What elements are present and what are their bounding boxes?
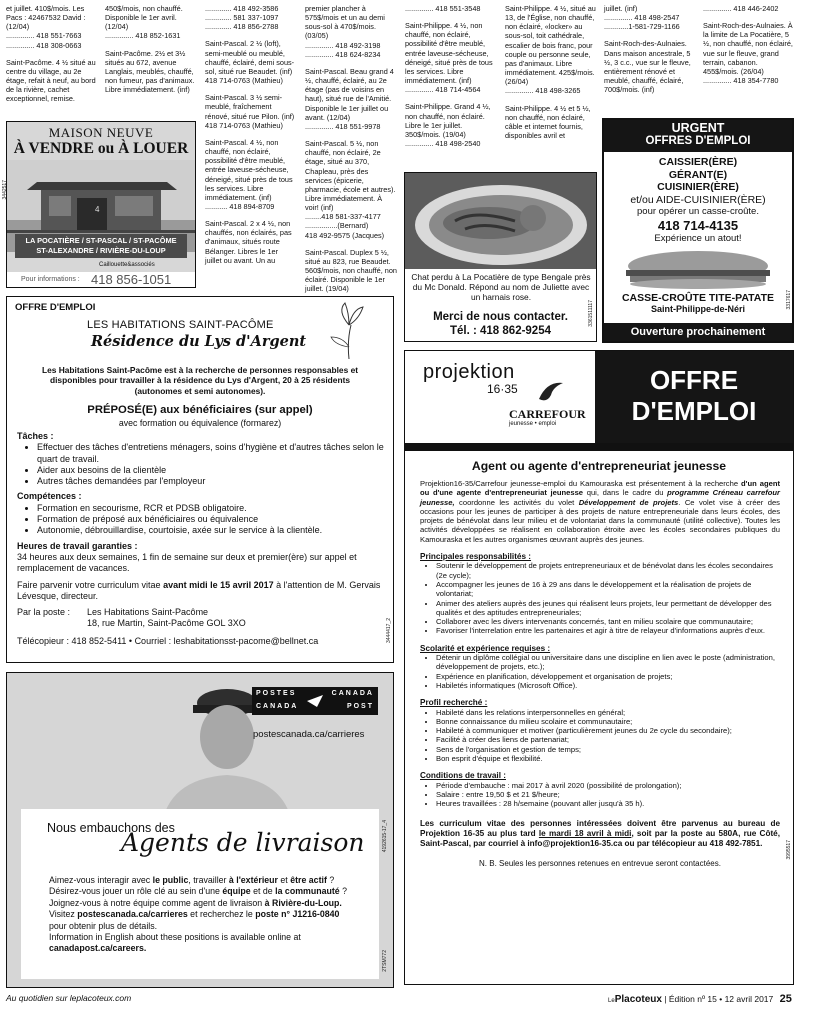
postes-line-4: Visitez postescanada.ca/carrieres et recherchez le poste n° J1216-0840 bbox=[49, 909, 340, 920]
classified-entry: Saint-Philippe. 4 ½, non chauffé, non éclairé, possibilité d'être meublé, entrée laveuse-sécheuse, déneigé, situé près de tous les services. Libre immédiatement. (inf) .............. 418 714-4564 bbox=[405, 21, 493, 95]
postes-code-2: 2TSM772 bbox=[382, 950, 388, 972]
resp-1: • Soutenir le développement de projets entrepreneuriaux et de bénévolat dans les écoles secondaires (2e cycle); bbox=[436, 561, 780, 580]
profile-title: Profil recherché : bbox=[420, 698, 488, 708]
urgent-experience: Expérience un atout! bbox=[654, 233, 742, 244]
profile-1: • Habileté dans les relations interpersonnelles en général; bbox=[436, 708, 780, 717]
lys-intro: Les Habitations Saint-Pacôme est à la recherche de personnes responsables et disponibles pour travailler à la résidence du Lys d'Argent, 20 à 25 résidents (autonomes et semi autonomes). bbox=[41, 365, 359, 396]
maison-info bbox=[7, 272, 195, 288]
footer-left: Au quotidien sur leplacoteux.com bbox=[6, 993, 132, 1003]
maison-line1: MAISON NEUVE bbox=[48, 125, 154, 140]
burger-photo bbox=[604, 250, 792, 290]
classified-entry: Saint-Pascal. 2 x 4 ½, non chauffés, non éclairés, pas d'animaux, situés route Bélanger. Libres le 1er juillet ou avant. Un au bbox=[205, 219, 292, 265]
profile-4: • Facilité à créer des liens de partenariat; bbox=[436, 735, 780, 744]
classified-col-2 bbox=[105, 4, 197, 102]
classified-entry: .............. 418 446-2402 bbox=[703, 4, 779, 13]
lys-org: LES HABITATIONS SAINT-PACÔME bbox=[87, 319, 274, 331]
postes-line-2: Désirez-vous jouer un rôle clé au sein d'une équipe et de la communauté ? bbox=[49, 886, 348, 897]
lys-residence: Résidence du Lys d'Argent bbox=[91, 333, 307, 350]
footer-page: 25 bbox=[779, 993, 792, 1005]
maison-neuve-ad bbox=[6, 121, 196, 288]
projektion-ad bbox=[404, 350, 794, 985]
footer-right bbox=[608, 993, 792, 1005]
classified-entry: ............. 418 492-3586 ............. 581 337-1097 ............. 418 856-2788 bbox=[205, 4, 279, 32]
maison-line2: À VENDRE ou À LOUER bbox=[13, 140, 189, 157]
urgent-job-3: CUISINIER(ÈRE) bbox=[657, 181, 739, 193]
lys-apply bbox=[17, 580, 387, 603]
lys-hours: 34 heures aux deux semaines, 1 fin de semaine sur deux et premier(ère) sur appel et remplacement de vacances. bbox=[17, 551, 357, 574]
resp-list bbox=[420, 561, 780, 635]
postes-logo bbox=[252, 687, 378, 715]
postes-line-3: Joignez-vous à notre équipe comme agent de livraison à Rivière-du-Loup. bbox=[49, 897, 342, 908]
postes-line-1: Aimez-vous interagir avec le public, travailler à l'extérieur et être actif ? bbox=[49, 875, 335, 885]
projektion-job-title: Agent ou agente d'entrepreneuriat jeunesse bbox=[471, 459, 727, 473]
lys-mail-line2: 18, rue Martin, Saint-Pacôme GOL 3XO bbox=[87, 618, 246, 629]
projektion-closing: Les curriculum vitae des personnes intéressées doivent être parvenus au bureau de Projektion 16-35 au plus tard le mardi 18 avril à midi, soit par la poste au 580A, rue Côté, Saint-Pascal, par courriel à info@projektion16-35.ca ou par télécopieur au 418 492-7851. bbox=[420, 818, 780, 848]
classified-entry: Saint-Pascal. 3 ½ semi-meublé, fraîchement rénové, situé rue Pilon. (inf) 418 714-0763 (Mathieu) bbox=[205, 93, 295, 130]
urgent-place: Saint-Philippe-de-Néri bbox=[650, 304, 745, 314]
projektion-note: N. B. Seules les personnes retenues en entrevue seront contactées. bbox=[479, 858, 721, 868]
flower-icon bbox=[329, 301, 369, 359]
maison-town2: ST-ALEXANDRE / RIVIÈRE-DU-LOUP bbox=[36, 246, 166, 255]
postes-url: postescanada.ca/carrieres bbox=[253, 729, 365, 740]
lys-skill-2: • Formation de préposé aux bénéficiaires ou équivalence bbox=[37, 514, 387, 525]
cond-1: • Période d'embauche : mai 2017 à avril 2020 (possibilité de prolongation); bbox=[436, 781, 780, 790]
postes-logo-fr1: POSTES bbox=[256, 690, 297, 697]
postes-line-6: Information in English about these positions is available online at bbox=[49, 932, 301, 943]
postes-canada-logo bbox=[307, 695, 323, 707]
lys-skills-title: Compétences : bbox=[17, 491, 82, 502]
urgent-code: 3317617 bbox=[786, 290, 792, 310]
classified-entry: Saint-Pascal. Duplex 5 ½, situé au 823, rue Beaudet. 560$/mois, non chauffé, non éclairé. Disponible le 1er juillet. (19/04) bbox=[305, 247, 397, 294]
urgent-job-2: GÉRANT(E) bbox=[668, 168, 728, 181]
lys-argent-ad bbox=[6, 296, 394, 663]
urgent-title2: OFFRES D'EMPLOI bbox=[645, 135, 751, 147]
lys-position: PRÉPOSÉ(E) aux bénéficiaires (sur appel) bbox=[87, 404, 313, 416]
postes-text bbox=[49, 875, 369, 955]
maison-info-label: Pour informations : bbox=[21, 276, 80, 283]
classified-col-4 bbox=[305, 4, 397, 302]
maison-brand: Caillouette&associés bbox=[99, 262, 155, 268]
classified-entry: Saint-Roch-des-Aulnaies. Dans maison ancestrale, 5 ½, 3 c.c., vue sur le fleuve, entièrement rénové et meublé, chauffé, éclairé, 700$/mois. (inf) bbox=[604, 39, 691, 95]
resp-2: • Accompagner les jeunes de 16 à 29 ans dans le développement et la réalisation de projets de volontariat; bbox=[436, 580, 780, 599]
urgent-job-1: CAISSIER(ÈRE) bbox=[658, 156, 738, 168]
postes-line-7: canadapost.ca/careers. bbox=[49, 943, 147, 954]
classified-col-7 bbox=[604, 4, 696, 102]
lys-contact: Télécopieur : 418 852-5411 • Courriel : leshabitationsst-pacome@bellnet.ca bbox=[17, 635, 319, 646]
projektion-bird-icon bbox=[537, 379, 565, 405]
urgent-opening: Ouverture prochainement bbox=[604, 323, 792, 341]
classified-entry: juillet. (inf) .............. 418 498-2547 ............1-581-729-1166 bbox=[604, 4, 680, 32]
classified-entry: Saint-Pascal. 4 ½, non chauffé, non éclairé, possibilité d'être meublé, entrée laveuse-sécheuse, déneigé, situé près de tous les services. Libre immédiatement. (inf) ........... 418 894-8709 bbox=[205, 137, 293, 211]
classified-entry: premier plancher à 575$/mois et un au demi sous-sol à 470$/mois. (03/05) .............. 418 492-3198 .............. 418 624-8234 bbox=[305, 4, 385, 59]
classified-entry: Saint-Pacôme. 2½ et 3½ situés au 672, avenue Langlais, meublés, chauffé, non fumeur, pas d'animaux. Libre immédiatement. (inf) bbox=[105, 48, 195, 95]
lys-mail-line1: Les Habitations Saint-Pacôme bbox=[87, 607, 209, 618]
urgent-title1: URGENT bbox=[671, 121, 725, 135]
school-title: Scolarité et expérience requises : bbox=[420, 643, 551, 653]
classified-entry: .............. 418 551-3548 bbox=[405, 4, 481, 13]
urgent-or-line bbox=[604, 194, 792, 207]
projektion-logo: projektion bbox=[423, 361, 515, 383]
lys-mail-address bbox=[87, 607, 246, 630]
cat-thanks: Merci de nous contacter. bbox=[433, 311, 568, 323]
lys-mail bbox=[17, 607, 387, 630]
urgent-purpose: pour opérer un casse-croûte. bbox=[637, 206, 759, 217]
classified-entry: Saint-Pacôme. 4 ½ situé au centre du village, au 2e étage, refait à neuf, au bord de la rivière, cachet exceptionnel, remise. bbox=[6, 57, 96, 104]
classified-entry: Saint-Pascal. 5 ½, non chauffé, non éclairé, 2e étage, situé au 370, Chapleau, près des services (épicerie, pharmacie, école et autres). Libre immédiatement. À voir! (inf) ........418 581-337-4177 ................(Bernard) 418 492-9575 (Jacques) bbox=[305, 139, 396, 240]
urgent-or-text: et/ou AIDE-CUISINIER(ÈRE) bbox=[630, 193, 766, 206]
projektion-body bbox=[420, 479, 780, 868]
projektion-code: 3995517 bbox=[786, 840, 792, 860]
postes-logo-en2: POST bbox=[346, 703, 374, 710]
door-number: 4 bbox=[95, 205, 100, 214]
lys-task-1: • Effectuer des tâches d'entretiens ménagers, soins d'hygiène et d'autres tâches selon le quart de travail. bbox=[37, 442, 387, 465]
lys-code: 3444417_2 bbox=[386, 618, 392, 644]
classified-col-5 bbox=[405, 4, 496, 156]
school-list bbox=[420, 653, 780, 690]
postes-canada-ad bbox=[6, 672, 394, 988]
classified-entry: Saint-Philippe. Grand 4 ½, non chauffé, non éclairé. Libre le 1er juillet. 350$/mois. (19/04) .............. 418 498-2540 bbox=[405, 102, 491, 149]
lys-tasks-title: Tâches : bbox=[17, 431, 54, 441]
lys-skills-list bbox=[17, 503, 387, 537]
cat-phone: Tél. : 418 862-9254 bbox=[449, 325, 551, 337]
maison-town-banner bbox=[15, 234, 187, 258]
maison-town1: LA POCATIÈRE / ST-PASCAL / ST-PACÔME bbox=[25, 236, 177, 245]
classified-entry: 450$/mois, non chauffé. Disponible le 1er avril. (12/04) .............. 418 852-1631 bbox=[105, 4, 183, 41]
cat-code: 3361511117 bbox=[588, 300, 594, 327]
carrefour-logo: CARREFOUR bbox=[509, 407, 586, 421]
cat-photo bbox=[405, 173, 596, 269]
footer-edition: | Édition nº 15 • 12 avril 2017 bbox=[664, 994, 774, 1004]
classified-col-6 bbox=[505, 4, 597, 148]
cat-caption: Chat perdu à La Pocatière de type Bengale près du Mc Donald. Répond au nom de Juliette avec un harnais rose. bbox=[411, 272, 591, 302]
urgent-header bbox=[604, 120, 792, 152]
profile-6: • Bon esprit d'équipe et flexibilité. bbox=[436, 754, 780, 763]
carrefour-sub: jeunesse • emploi bbox=[509, 421, 557, 427]
cond-title: Conditions de travail : bbox=[420, 771, 506, 781]
profile-5: • Sens de l'organisation et gestion de temps; bbox=[436, 745, 780, 754]
footer-brand-prefix: Le bbox=[608, 998, 615, 1004]
resp-3: • Animer des ateliers auprès des jeunes qui réalisent leurs projets, leur permettant de développer des qualités et des aptitudes entrepreneuriales; bbox=[436, 599, 780, 618]
footer-brand: Placoteux bbox=[614, 994, 662, 1005]
profile-2: • Bonne connaissance du milieu scolaire et communautaire; bbox=[436, 717, 780, 726]
classified-entry: Saint-Philippe. 4 ½ et 5 ½, non chauffé, non éclairé, câble et internet fournis, disponibles avril et bbox=[505, 103, 591, 141]
postes-hiring: Nous embauchons des bbox=[47, 821, 175, 835]
classified-col-1 bbox=[6, 4, 96, 112]
postes-panel bbox=[21, 809, 379, 979]
lys-skill-3: • Autonomie, débrouillardise, courtoisie, axée sur le service à la clientèle. bbox=[37, 525, 387, 536]
cond-list bbox=[420, 781, 780, 809]
classified-entry: Saint-Philippe. 4 ½, situé au 13, de l'Église, non chauffé, non éclairé, «locker» au sous-sol, toit cathédrale, escalier de bois franc, pour couple ou personne seule, pas d'animaux. Libre immédiatement. 425$/mois. (26/04) .............. 418 498-3265 bbox=[505, 4, 596, 96]
lys-header: OFFRE D'EMPLOI bbox=[15, 302, 96, 313]
lys-apply-post: à l'attention de M. Gervais Lévesque, directeur. bbox=[17, 579, 381, 601]
postes-logo-fr2: CANADA bbox=[331, 690, 374, 697]
postes-code-1: 4192615-17_4 bbox=[382, 820, 388, 853]
offre-line1: OFFRE bbox=[649, 365, 739, 395]
resp-title: Principales responsabilités : bbox=[420, 552, 532, 562]
classified-col-8 bbox=[703, 4, 795, 93]
profile-3: • Habileté à communiquer et motiver (particulièrement jeunes du 2e cycle du secondaire); bbox=[436, 726, 780, 735]
cond-2: • Salaire : entre 19,50 $ et 21 $/heure; bbox=[436, 790, 780, 799]
lys-tasks-list bbox=[17, 442, 387, 487]
offre-banner bbox=[595, 351, 793, 443]
lost-cat-ad bbox=[404, 172, 597, 342]
resp-4: • Collaborer avec les divers intervenants concernés, tant en milieu scolaire que communautaire; bbox=[436, 617, 780, 626]
classified-col-3 bbox=[205, 4, 296, 273]
lys-body bbox=[17, 431, 387, 647]
projektion-intro: Projektion16-35/Carrefour jeunesse-emploi du Kamouraska est présentement à la recherche d'un agent ou d'une agente d'entrepreneuriat jeunesse qui, dans le cadre du programme Créneau carrefour jeunesse, coordonne les activités du volet Développement de projets. Ce volet vise à créer des occasions pour les jeunes de participer à des projets de nature entrepreneuriale dans leurs écoles, des projets de bénévolat dans leur milieu et de volontariat dans la communauté (utilité collective). Toutes les activités développées se réalisent en collaboration étroite avec les écoles secondaires publiques du Kamouraska et les autres organismes œuvrant auprès des jeunes. bbox=[420, 479, 780, 544]
lys-hours-title: Heures de travail garanties : bbox=[17, 540, 138, 551]
school-3: • Habiletés informatiques (Microsoft Office). bbox=[436, 681, 780, 690]
lys-task-3: • Autres tâches demandées par l'employeur bbox=[37, 476, 387, 487]
maison-phone: 418 856-1051 bbox=[91, 272, 172, 287]
lys-apply-bold: avant midi le 15 avril 2017 bbox=[163, 579, 274, 590]
classified-entry: Saint-Roch-des-Aulnaies. À la limite de La Pocatière, 5 ½, non chauffé, non éclairé, vue sur le fleuve, grand terrain, cabanon. 455$/mois. (26/04) .............. 418 354-7780 bbox=[703, 21, 793, 86]
school-2: • Expérience en planification, développement et organisation de projets; bbox=[436, 672, 780, 681]
projektion-logo-sub: 16·35 bbox=[487, 382, 518, 396]
lys-task-2: • Aider aux besoins de la clientèle bbox=[37, 465, 387, 476]
postes-script: Agents de livraison bbox=[121, 828, 365, 857]
maison-code: 3442517 bbox=[2, 180, 8, 200]
lys-mail-label: Par la poste : bbox=[17, 607, 71, 618]
school-1: • Détenir un diplôme collégial ou universitaire dans une discipline en lien avec le poste (administration, développement de projets, etc.); bbox=[436, 653, 780, 672]
resp-5: • Favoriser l'interrelation entre les partenaires et agir à titre de relayeur d'informations auprès d'eux. bbox=[436, 626, 780, 635]
urgent-phone: 418 714-4135 bbox=[657, 218, 739, 233]
lys-skill-1: • Formation en secourisme, RCR et PDSB obligatoire. bbox=[37, 503, 387, 514]
profile-list bbox=[420, 708, 780, 764]
urgent-jobs bbox=[604, 156, 792, 206]
lys-apply-pre: Faire parvenir votre curriculum vitae bbox=[17, 579, 164, 590]
postes-logo-en1: CANADA bbox=[256, 703, 299, 710]
classified-entry: et juillet. 410$/mois. Les Pacs : 42467532 David : (12/04) .............. 418 551-7663 .............. 418 308-0663 bbox=[6, 4, 86, 50]
offre-line2: D'EMPLOI bbox=[631, 396, 757, 426]
lys-position-sub: avec formation ou équivalence (formarez) bbox=[118, 418, 282, 428]
urgent-business: CASSE-CROÛTE TITE-PATATE bbox=[621, 292, 775, 304]
postes-line-5: pour obtenir plus de détails. bbox=[49, 920, 158, 931]
cond-3: • Heures travaillées : 28 h/semaine (pouvant aller jusqu'à 35 h). bbox=[436, 799, 780, 808]
projektion-divider bbox=[405, 443, 793, 451]
urgent-ad bbox=[602, 118, 794, 343]
classified-entry: Saint-Pascal. Beau grand 4 ½, chauffé, éclairé, au 2e étage (pas de voisins en haut), situé rue de l'Amitié. Disponible le 1er juillet ou avant. (12/04) .............. 418 551-9978 bbox=[305, 66, 394, 131]
classified-entry: Saint-Pascal. 2 ½ (loft), semi-meublé ou meublé, chauffé, éclairé, demi sous-sol, situé rue Beaudet. (inf) 418 714-0763 (Mathieu) bbox=[205, 39, 295, 86]
